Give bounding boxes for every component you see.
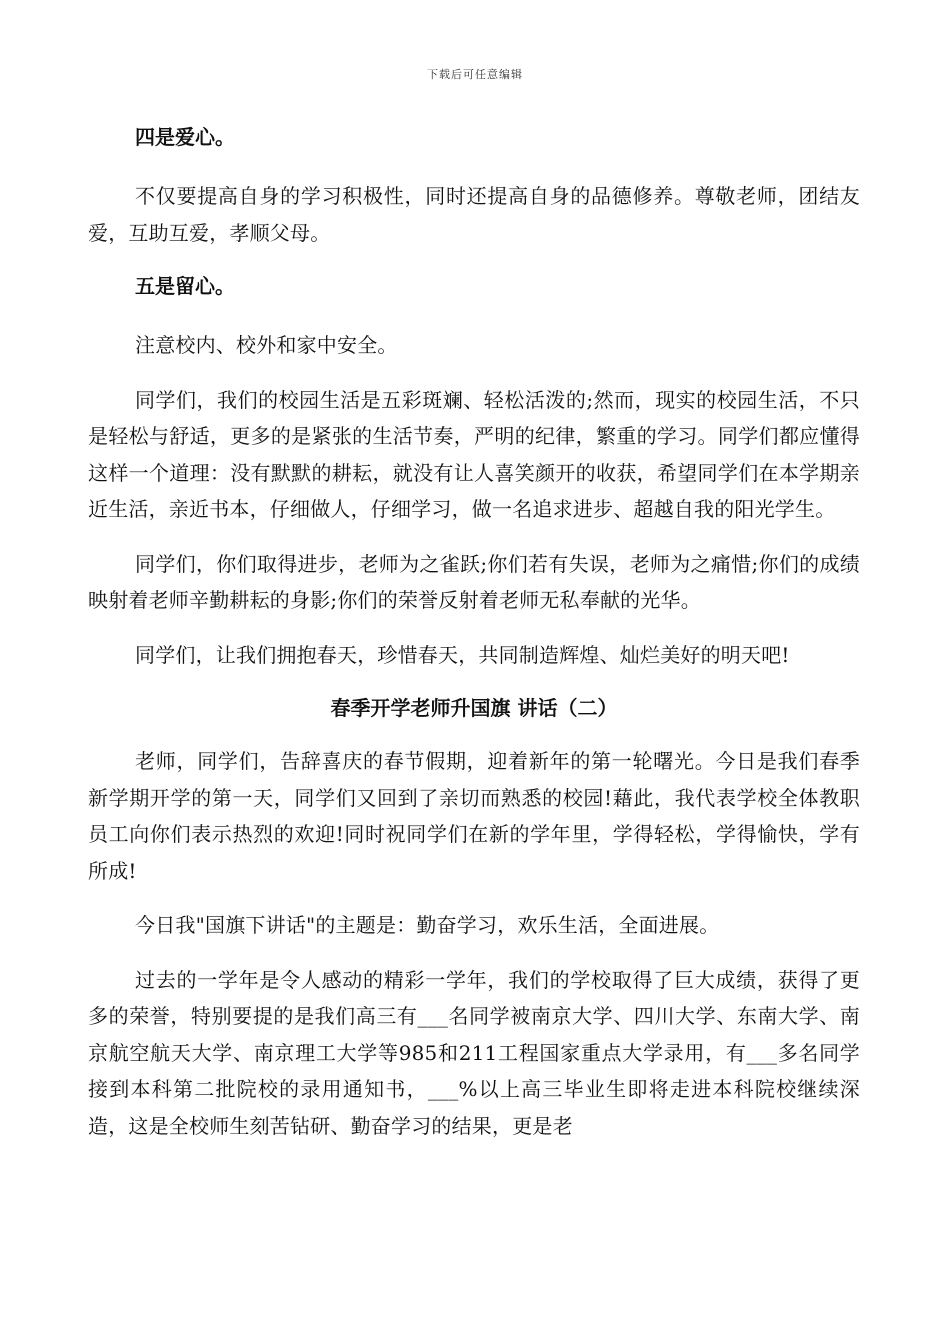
section-title: 春季开学老师升国旗 讲话（二） xyxy=(330,696,618,720)
header-note: 下载后可任意编辑 xyxy=(427,68,523,81)
paragraph: 同学们，让我们拥抱春天，珍惜春天，共同制造辉煌、灿烂美好的明天吧! xyxy=(135,642,790,667)
paragraph: 同学们，我们的校园生活是五彩斑斓、轻松活泼的;然而，现实的校园生活，不只是轻松与舒适，更多的是紧张的生活节奏，严明的纪律，繁重的学习。同学们都应懂得这样一个道理：没有默默的耕耘，就没有让人喜笑颜开的收获，希望同学们在本学期亲近生活，亲近书本，仔细做人，仔细学习，做一名追求进步、超越自我的阳光学生。 xyxy=(88,387,860,521)
heading-attention: 五是留心。 xyxy=(135,274,235,298)
paragraph: 同学们，你们取得进步，老师为之雀跃;你们若有失误，老师为之痛惜;你们的成绩映射着老师辛勤耕耘的身影;你们的荣誉反射着老师无私奉献的光华。 xyxy=(88,551,860,612)
document-body xyxy=(88,120,860,1162)
paragraph: 老师，同学们，告辞喜庆的春节假期，迎着新年的第一轮曙光。今日是我们春季新学期开学的第一天，同学们又回到了亲切而熟悉的校园!藉此，我代表学校全体教职员工向你们表示热烈的欢迎!同时祝同学们在新的学年里，学得轻松，学得愉快，学有所成! xyxy=(88,749,860,883)
paragraph: 不仅要提高自身的学习积极性，同时还提高自身的品德修养。尊敬老师，团结友爱，互助互爱，孝顺父母。 xyxy=(88,184,860,245)
paragraph: 注意校内、校外和家中安全。 xyxy=(135,333,398,357)
paragraph: 过去的一学年是令人感动的精彩一学年，我们的学校取得了巨大成绩，获得了更多的荣誉，特别要提的是我们高三有___名同学被南京大学、四川大学、东南大学、南京航空航天大学、南京理工大学等985和211工程国家重点大学录用，有___多名同学接到本科第二批院校的录用通知书，___%以上高三毕业生即将走进本科院校继续深造，这是全校师生刻苦钻研、勤奋学习的结果，更是老 xyxy=(88,967,860,1138)
paragraph: 今日我"国旗下讲话"的主题是：勤奋学习，欢乐生活，全面进展。 xyxy=(135,913,720,937)
heading-love: 四是爱心。 xyxy=(135,125,235,149)
